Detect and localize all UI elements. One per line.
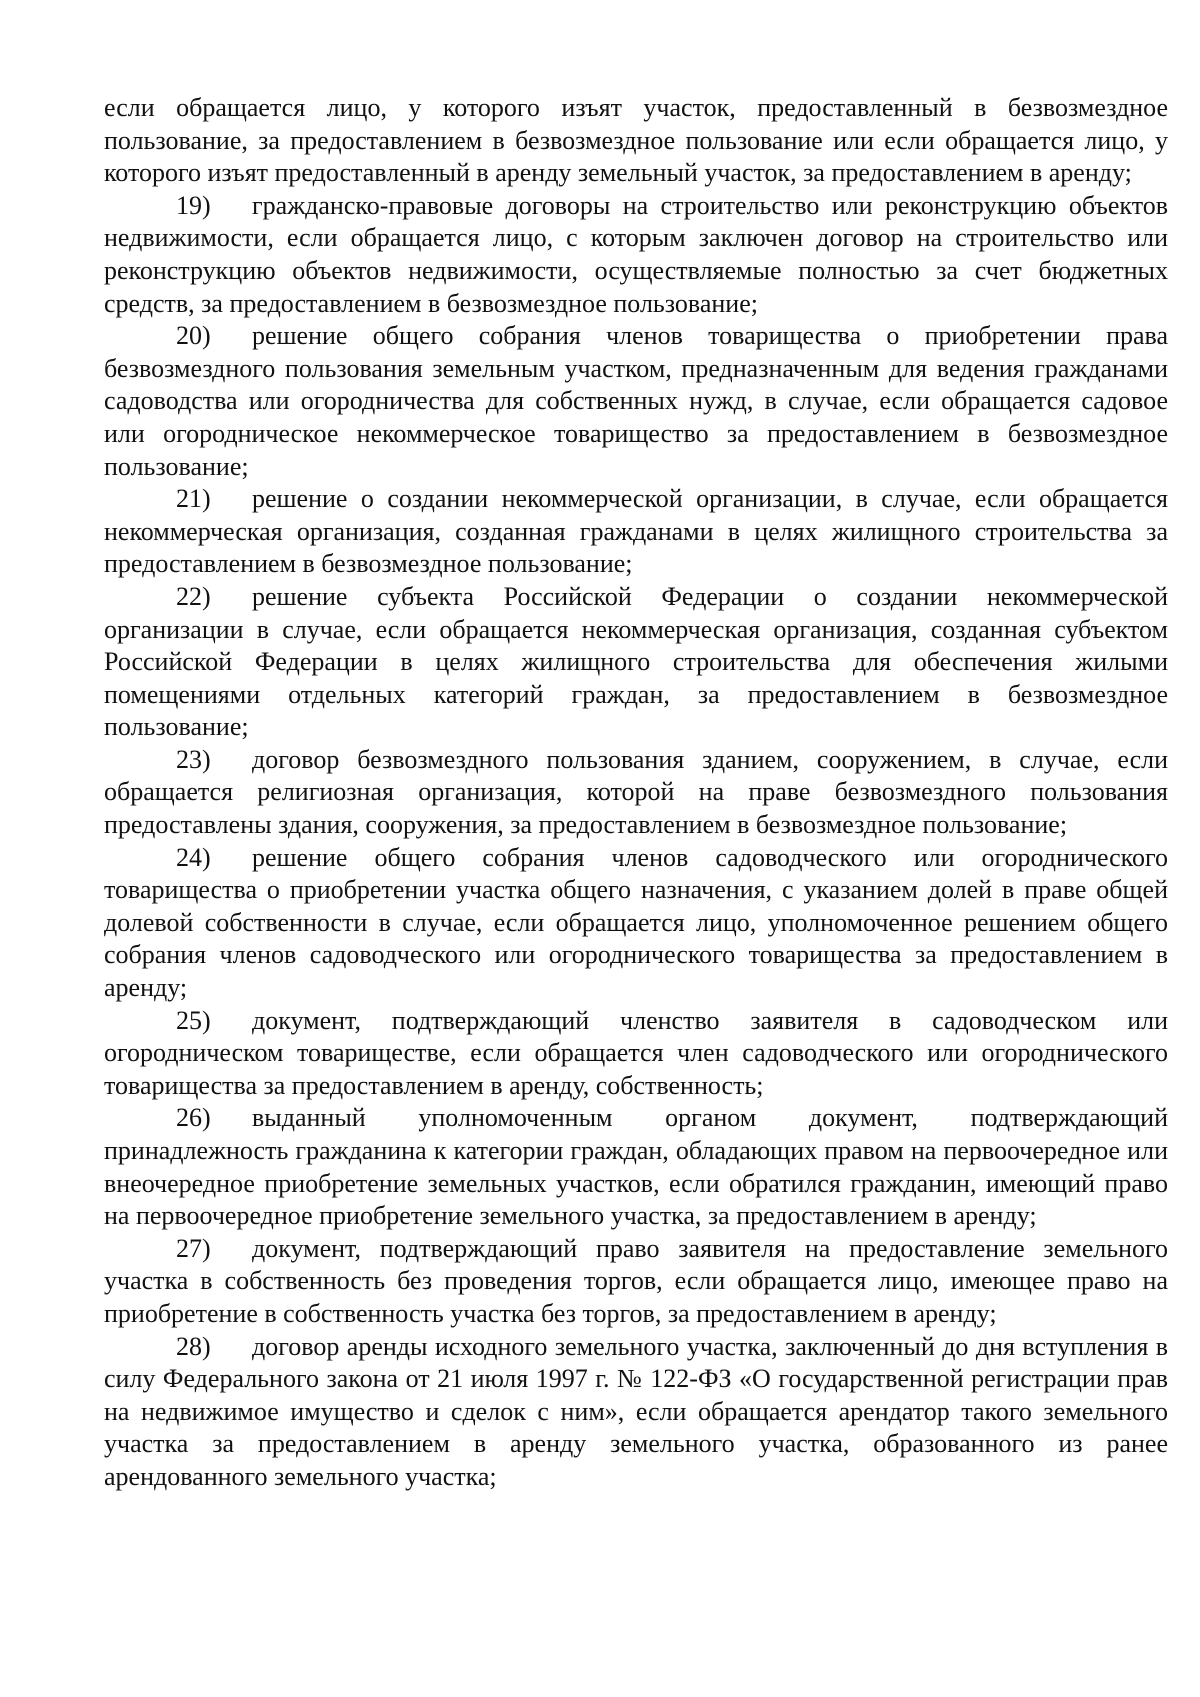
- item-text: решение о создании некоммерческой организации, в случае, если обращается некоммерческая организация, созданная гражданами в целях жилищного строительства за предоставлением в безвозмездное пользование;: [104, 484, 1168, 579]
- item-text: договор аренды исходного земельного участка, заключенный до дня вступления в силу Федерального закона от 21 июля 1997 г. № 122-ФЗ «О государственной регистрации прав на недвижимое имущество и сделок с ним», если обращается арендатор такого земельного участка за предоставлением в аренду земельного участка, образованного из ранее арендованного земельного участка;: [104, 1331, 1168, 1491]
- item-number: 27): [176, 1233, 211, 1263]
- list-item-26: [104, 1102, 1168, 1232]
- list-item-23: [104, 744, 1168, 842]
- item-text: решение общего собрания членов товарищества о приобретении права безвозмездного пользования земельным участком, предназначенным для ведения гражданами садоводства или огородничества для собственных нужд, в случае, если обращается садовое или огородническое некоммерческое товарищество за предоставлением в безвозмездное пользование;: [104, 321, 1168, 481]
- item-number: 22): [176, 581, 211, 611]
- item-number: 25): [176, 1005, 211, 1035]
- item-number: 24): [176, 842, 211, 872]
- item-number: 26): [176, 1103, 211, 1133]
- list-item-21: [104, 483, 1168, 581]
- lead-paragraph: если обращается лицо, у которого изъят участок, предоставленный в безвозмездное пользование, за предоставлением в безвозмездное пользование или если обращается лицо, у которого изъят предоставленный в аренду земельный участок, за предоставлением в аренду;: [104, 93, 1168, 188]
- list-item-27: [104, 1233, 1168, 1331]
- item-text: документ, подтверждающий право заявителя на предоставление земельного участка в собственность без проведения торгов, если обращается лицо, имеющее право на приобретение в собственность участка без торгов, за предоставлением в аренду;: [104, 1233, 1168, 1328]
- item-number: 19): [176, 190, 211, 220]
- document-page: [104, 92, 1168, 1494]
- list-item-24: [104, 842, 1168, 1005]
- item-number: 21): [176, 484, 211, 514]
- item-number: 23): [176, 744, 211, 774]
- item-text: документ, подтверждающий членство заявителя в садоводческом или огородническом товариществе, если обращается член садоводческого или огороднического товарищества за предоставлением в аренду, собственность;: [104, 1005, 1168, 1100]
- item-number: 20): [176, 321, 211, 351]
- list-item-19: [104, 190, 1168, 320]
- item-text: выданный уполномоченным органом документ, подтверждающий принадлежность гражданина к категории граждан, обладающих правом на первоочередное или внеочередное приобретение земельных участков, если обратился гражданин, имеющий право на первоочередное приобретение земельного участка, за предоставлением в аренду;: [104, 1103, 1168, 1231]
- list-item-25: [104, 1005, 1168, 1103]
- item-number: 28): [176, 1331, 211, 1361]
- list-item-20: [104, 320, 1168, 483]
- item-text: договор безвозмездного пользования зданием, сооружением, в случае, если обращается религиозная организация, которой на праве безвозмездного пользования предоставлены здания, сооружения, за предоставлением в безвозмездное пользование;: [104, 744, 1168, 840]
- item-text: решение субъекта Российской Федерации о создании некоммерческой организации в случае, если обращается некоммерческая организация, созданная субъектом Российской Федерации в целях жилищного строительства для обеспечения жилыми помещениями отдельных категорий граждан, за предоставлением в безвозмездное пользование;: [104, 581, 1168, 742]
- item-text: гражданско-правовые договоры на строительство или реконструкцию объектов недвижимости, если обращается лицо, с которым заключен договор на строительство или реконструкцию объектов недвижимости, осуществляемые полностью за счет бюджетных средств, за предоставлением в безвозмездное пользование;: [104, 190, 1168, 318]
- list-item-28: [104, 1331, 1168, 1494]
- item-text: решение общего собрания членов садоводческого или огороднического товарищества о приобретении участка общего назначения, с указанием долей в праве общей долевой собственности в случае, если обращается лицо, уполномоченное решением общего собрания членов садоводческого или огороднического товарищества за предоставлением в аренду;: [104, 842, 1168, 1003]
- list-item-22: [104, 581, 1168, 744]
